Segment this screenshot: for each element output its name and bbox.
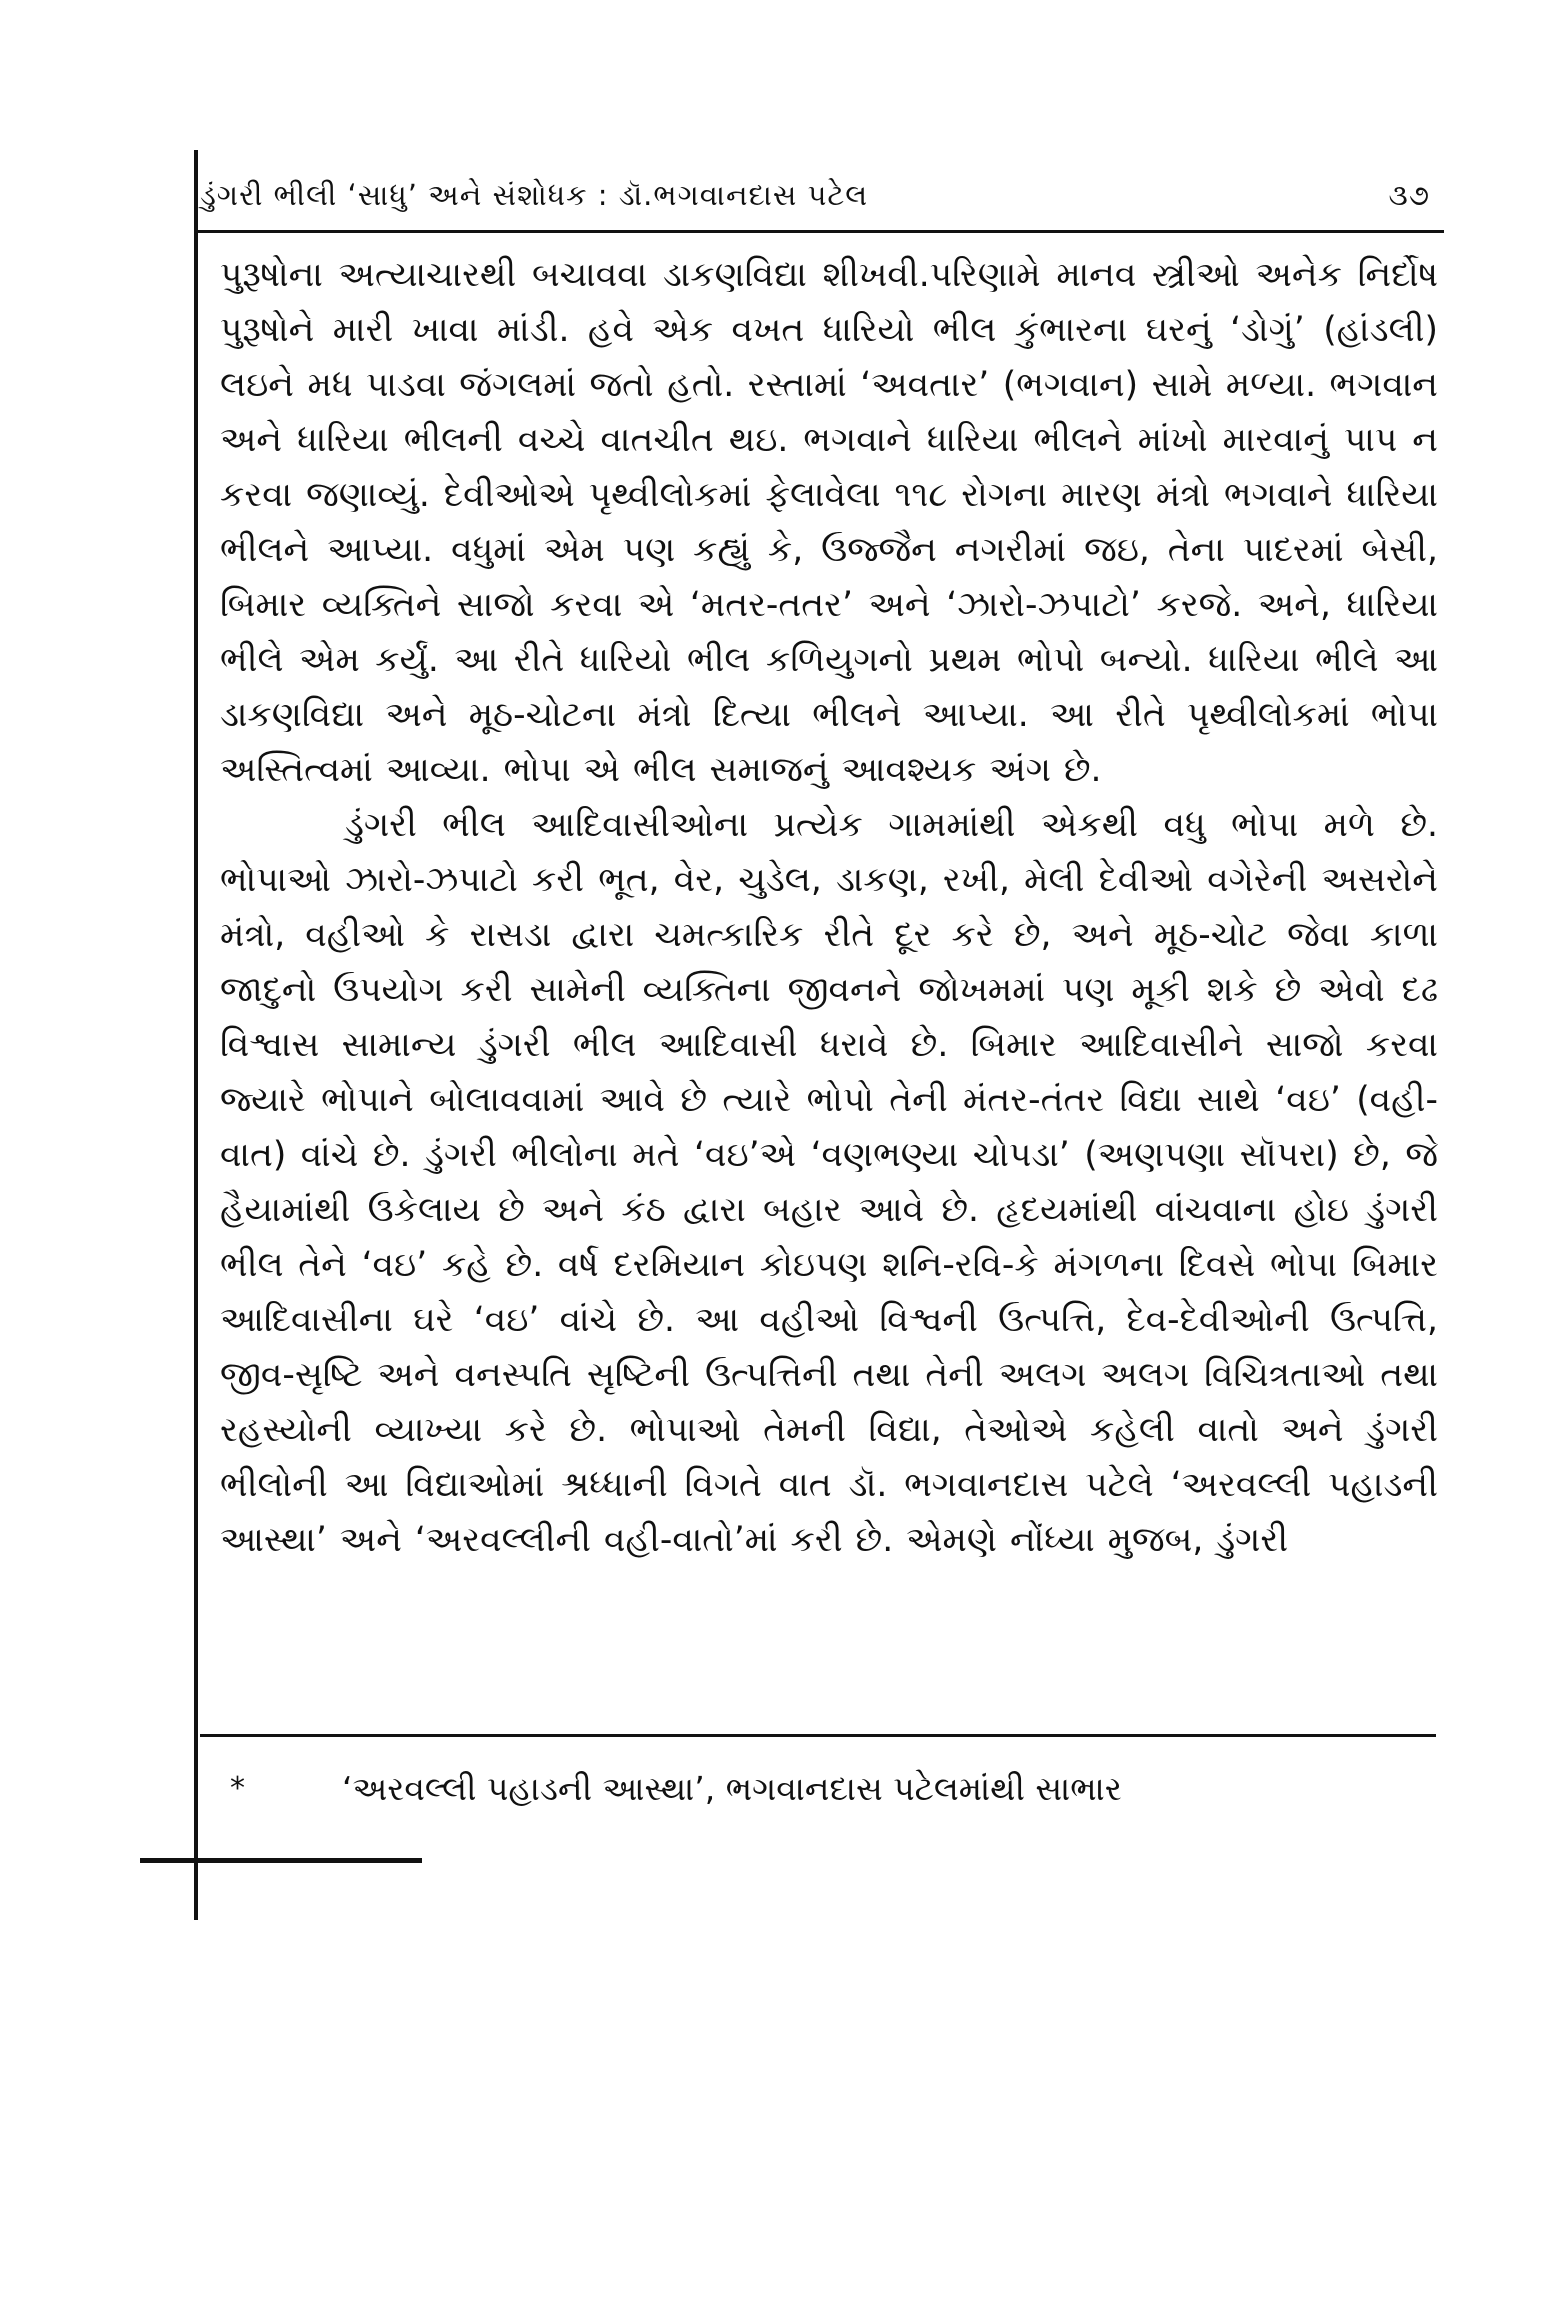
header-divider	[194, 230, 1444, 233]
page-number: ૩૭	[1388, 178, 1430, 212]
body-text	[220, 248, 1438, 1568]
paragraph-1: પુરૂષોના અત્યાચારથી બચાવવા ડાકણવિદ્યા શીખવી.પરિણામે માનવ સ્ત્રીઓ અનેક નિર્દોષ પુરૂષોને મારી ખાવા માંડી. હવે એક વખત ધારિયો ભીલ કુંભારના ઘરનું ‘ડોગું’ (હાંડલી) લઇને મધ પાડવા જંગલમાં જતો હતો. રસ્તામાં ‘અવતાર’ (ભગવાન) સામે મળ્યા. ભગવાન અને ધારિયા ભીલની વચ્ચે વાતચીત થઇ. ભગવાને ધારિયા ભીલને માંખો મારવાનું પાપ ન કરવા જણાવ્યું. દેવીઓએ પૃથ્વીલોકમાં ફેલાવેલા ૧૧૮ રોગના મારણ મંત્રો ભગવાને ધારિયા ભીલને આપ્યા. વધુમાં એમ પણ કહ્યું કે, ઉજ્જૈન નગરીમાં જઇ, તેના પાદરમાં બેસી, બિમાર વ્યક્તિને સાજો કરવા એ ‘મતર-તતર’ અને ‘ઝારો-ઝપાટો’ કરજે. અને, ધારિયા ભીલે એમ કર્યું. આ રીતે ધારિયો ભીલ કળિયુગનો પ્રથમ ભોપો બન્યો. ધારિયા ભીલે આ ડાકણવિદ્યા અને મૂઠ-ચોટના મંત્રો દિત્યા ભીલને આપ્યા. આ રીતે પૃથ્વીલોકમાં ભોપા અસ્તિત્વમાં આવ્યા. ભોપા એ ભીલ સમાજનું આવશ્યક અંગ છે.	[220, 255, 1438, 790]
footnote-text: ‘અરવલ્લી પહાડની આસ્થા’, ભગવાનદાસ પટેલમાંથી સાભાર	[342, 1769, 1122, 1808]
footnote-divider	[200, 1734, 1436, 1737]
footnote-mark: *	[230, 1771, 245, 1806]
margin-tick-mark	[140, 1858, 422, 1863]
left-margin-rule	[194, 150, 198, 1920]
header-title: ડુંગરી ભીલી ‘સાધુ’ અને સંશોધક : ડૉ.ભગવાનદાસ પટેલ	[200, 178, 869, 212]
paragraph-2: ડુંગરી ભીલ આદિવાસીઓના પ્રત્યેક ગામમાંથી એકથી વધુ ભોપા મળે છે. ભોપાઓ ઝારો-ઝપાટો કરી ભૂત, વેર, ચુડેલ, ડાકણ, રખી, મેલી દેવીઓ વગેરેની અસરોને મંત્રો, વહીઓ કે રાસડા દ્વારા ચમત્કારિક રીતે દૂર કરે છે, અને મૂઠ-ચોટ જેવા કાળા જાદુનો ઉપયોગ કરી સામેની વ્યક્તિના જીવનને જોખમમાં પણ મૂકી શકે છે એવો દઢ વિશ્વાસ સામાન્ય ડુંગરી ભીલ આદિવાસી ધરાવે છે. બિમાર આદિવાસીને સાજો કરવા જ્યારે ભોપાને બોલાવવામાં આવે છે ત્યારે ભોપો તેની મંતર-તંતર વિદ્યા સાથે ‘વઇ’ (વહી-વાત) વાંચે છે. ડુંગરી ભીલોના મતે ‘વઇ’એ ‘વણભણ્યા ચોપડા’ (અણપણા સૉપરા) છે, જે હૈયામાંથી ઉકેલાય છે અને કંઠ દ્વારા બહાર આવે છે. હૃદયમાંથી વાંચવાના હોઇ ડુંગરી ભીલ તેને ‘વઇ’ કહે છે. વર્ષ દરમિયાન કોઇપણ શનિ-રવિ-કે મંગળના દિવસે ભોપા બિમાર આદિવાસીના ઘરે ‘વઇ’ વાંચે છે. આ વહીઓ વિશ્વની ઉત્પત્તિ, દેવ-દેવીઓની ઉત્પત્તિ, જીવ-સૃષ્ટિ અને વનસ્પતિ સૃષ્ટિની ઉત્પત્તિની તથા તેની અલગ અલગ વિચિત્રતાઓ તથા રહસ્યોની વ્યાખ્યા કરે છે. ભોપાઓ તેમની વિદ્યા, તેઓએ કહેલી વાતો અને ડુંગરી ભીલોની આ વિદ્યાઓમાં શ્રધ્ધાની વિગતે વાત ડૉ. ભગવાનદાસ પટેલે ‘અરવલ્લી પહાડની આસ્થા’ અને ‘અરવલ્લીની વહી-વાતો’માં કરી છે. એમણે નોંધ્યા મુજબ, ડુંગરી	[220, 805, 1438, 1560]
running-header	[200, 178, 1430, 228]
